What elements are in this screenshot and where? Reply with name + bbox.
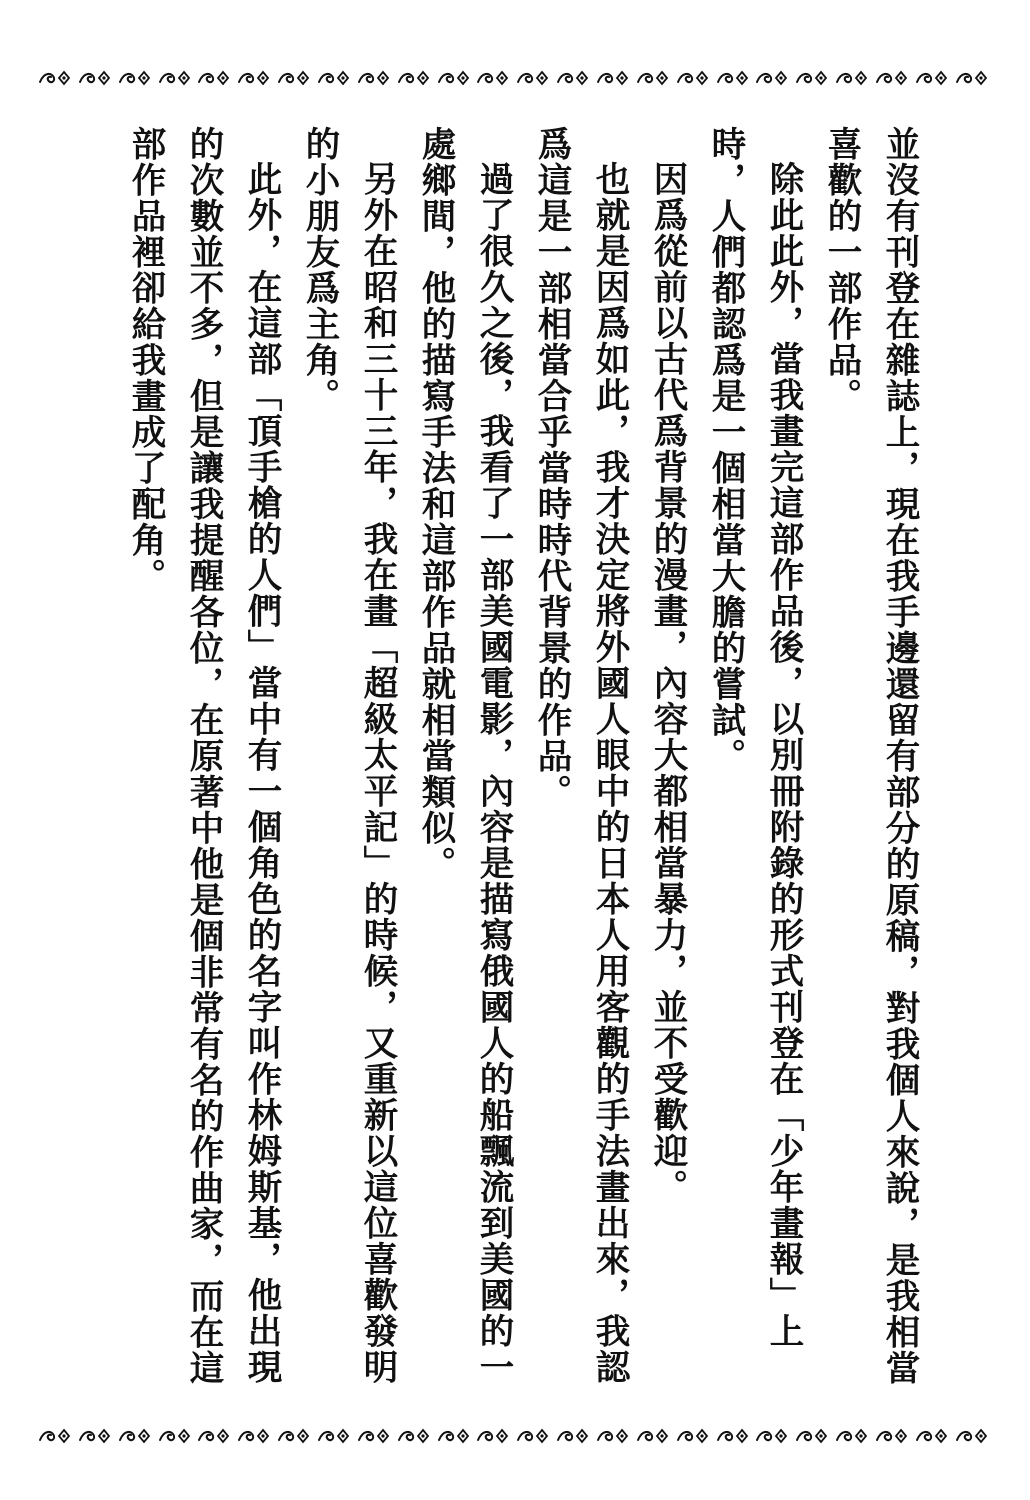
scroll-flourish-icon [915,66,953,90]
scroll-flourish-icon [636,66,674,90]
scroll-flourish-icon [397,66,435,90]
scroll-flourish-icon [158,66,196,90]
scroll-flourish-icon [277,1424,315,1448]
scroll-flourish-icon [556,66,594,90]
scroll-flourish-icon [915,1424,953,1448]
scroll-flourish-icon [596,1424,634,1448]
scroll-flourish-icon [516,66,554,90]
scroll-flourish-icon [197,66,235,90]
vertical-text-body [125,126,928,1406]
scroll-flourish-icon [676,66,714,90]
scroll-flourish-icon [357,1424,395,1448]
scroll-flourish-icon [118,1424,156,1448]
scroll-flourish-icon [755,66,793,90]
scroll-flourish-icon [835,1424,873,1448]
scroll-flourish-icon [596,66,634,90]
scroll-flourish-icon [38,66,76,90]
scroll-flourish-icon [516,1424,554,1448]
scroll-flourish-icon [875,66,913,90]
scroll-flourish-icon [795,66,833,90]
scroll-flourish-icon [78,66,116,90]
paragraph-4: 也就是因爲如此，我才決定將外國人眼中的日本人用客觀的手法畫出來，我認爲這是一部相當合乎當時時代背景的作品。 [531,126,629,1385]
paragraph-3: 因爲從前以古代爲背景的漫畫，內容大都相當暴力，並不受歡迎。 [647,160,687,1205]
scroll-flourish-icon [835,66,873,90]
scroll-flourish-icon [676,1424,714,1448]
paragraph-1: 並沒有刊登在雜誌上，現在我手邊還留有部分的原稿，對我個人來說，是我相當喜歡的一部作品。 [821,126,919,1386]
scroll-flourish-icon [277,66,315,90]
ornamental-border-top [38,60,993,96]
scroll-flourish-icon [795,1424,833,1448]
paragraph-7: 此外，在這部「頂手槍的人們」當中有一個角色的名字叫作林姆斯基，他出現的次數並不多，但是讓我提醒各位，在原著中他是個非常有名的作曲家，而在這部作品裡卻給我畫成了配角。 [125,126,281,1386]
scroll-flourish-icon [197,1424,235,1448]
scroll-flourish-icon [317,1424,355,1448]
scroll-flourish-icon [755,1424,793,1448]
scroll-flourish-icon [237,1424,275,1448]
paragraph-5: 過了很久之後，我看了一部美國電影，內容是描寫俄國人的船飄流到美國的一處鄉間，他的描寫手法和這部作品就相當類似。 [415,126,513,1385]
scroll-flourish-icon [437,66,475,90]
scroll-flourish-icon [357,66,395,90]
paragraph-6: 另外在昭和三十三年，我在畫「超級太平記」的時候，又重新以這位喜歡發明的小朋友爲主角。 [299,126,397,1385]
scroll-flourish-icon [38,1424,76,1448]
scroll-flourish-icon [955,1424,993,1448]
scroll-flourish-icon [716,66,754,90]
scroll-flourish-icon [397,1424,435,1448]
scroll-flourish-icon [78,1424,116,1448]
scroll-flourish-icon [875,1424,913,1448]
scroll-flourish-icon [556,1424,594,1448]
paragraph-2: 除此此外，當我畫完這部作品後，以別冊附錄的形式刊登在「少年畫報」上時，人們都認爲是一個相當大膽的嘗試。 [705,126,803,1349]
scroll-flourish-icon [317,66,355,90]
scroll-flourish-icon [437,1424,475,1448]
scroll-flourish-icon [118,66,156,90]
scroll-flourish-icon [955,66,993,90]
scroll-flourish-icon [476,66,514,90]
scroll-flourish-icon [716,1424,754,1448]
scroll-flourish-icon [476,1424,514,1448]
scroll-flourish-icon [158,1424,196,1448]
scroll-flourish-icon [237,66,275,90]
ornamental-border-bottom [38,1418,993,1454]
scroll-flourish-icon [636,1424,674,1448]
